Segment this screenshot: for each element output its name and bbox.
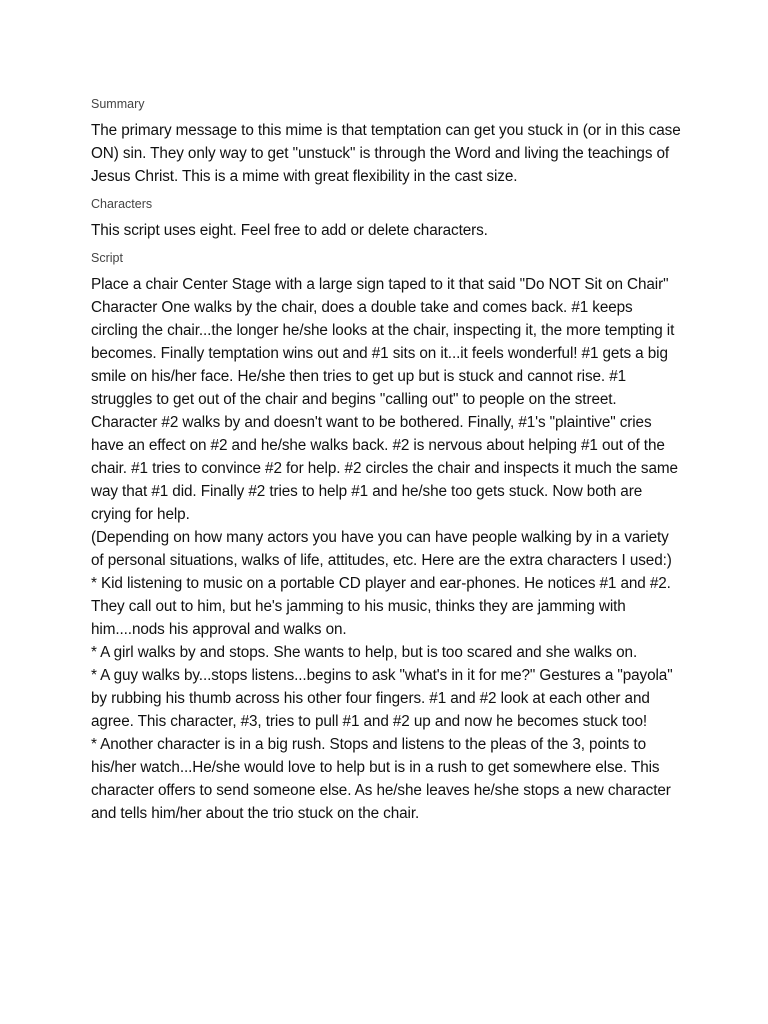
script-paragraph: (Depending on how many actors you have you can have people walking by in a variety of personal situations, walks of life, attitudes, etc. Here are the extra characters I used:) [91, 529, 672, 569]
script-paragraph: * Kid listening to music on a portable CD player and ear-phones. He notices #1 and #2. They call out to him, but he's jamming to his music, thinks they are jamming with him....nods his approval and walks on. [91, 575, 671, 638]
script-paragraph: Character One walks by the chair, does a double take and comes back. #1 keeps circling the chair...the longer he/she looks at the chair, inspecting it, the more tempting it becomes. Finally temptation wins out and #1 sits on it...it feels wonderful! #1 gets a big smile on his/her face. He/she then tries to get up but is stuck and cannot rise. #1 struggles to get out of the chair and begins "calling out" to people on the street. [91, 299, 675, 408]
script-heading: Script [91, 251, 123, 265]
summary-text: The primary message to this mime is that temptation can get you stuck in (or in this case ON) sin. They only way to get "unstuck" is through the Word and living the teachings of Jesus Christ. This is a mime with great flexibility in the cast size. [91, 122, 681, 185]
script-paragraph: * Another character is in a big rush. Stops and listens to the pleas of the 3, points to his/her watch...He/she would love to help but is in a rush to get somewhere else. This character offers to send someone else. As he/she leaves he/she stops a new character and tells him/her about the trio stuck on the chair. [91, 736, 671, 822]
characters-text: This script uses eight. Feel free to add or delete characters. [91, 222, 488, 239]
script-paragraph: * A guy walks by...stops listens...begins to ask "what's in it for me?" Gestures a "payola" by rubbing his thumb across his other four fingers. #1 and #2 look at each other and agree. This character, #3, tries to pull #1 and #2 up and now he becomes stuck too! [91, 667, 673, 730]
script-paragraph: * A girl walks by and stops. She wants to help, but is too scared and she walks on. [91, 644, 638, 661]
document-page [91, 96, 681, 825]
script-paragraph: Place a chair Center Stage with a large sign taped to it that said "Do NOT Sit on Chair" [91, 276, 669, 293]
characters-heading: Characters [91, 197, 153, 211]
script-paragraph: Character #2 walks by and doesn't want to be bothered. Finally, #1's "plaintive" cries have an effect on #2 and he/she walks back. #2 is nervous about helping #1 out of the chair. #1 tries to convince #2 for help. #2 circles the chair and inspects it much the same way that #1 did. Finally #2 tries to help #1 and he/she too gets stuck. Now both are crying for help. [91, 414, 678, 523]
summary-heading: Summary [91, 97, 145, 111]
